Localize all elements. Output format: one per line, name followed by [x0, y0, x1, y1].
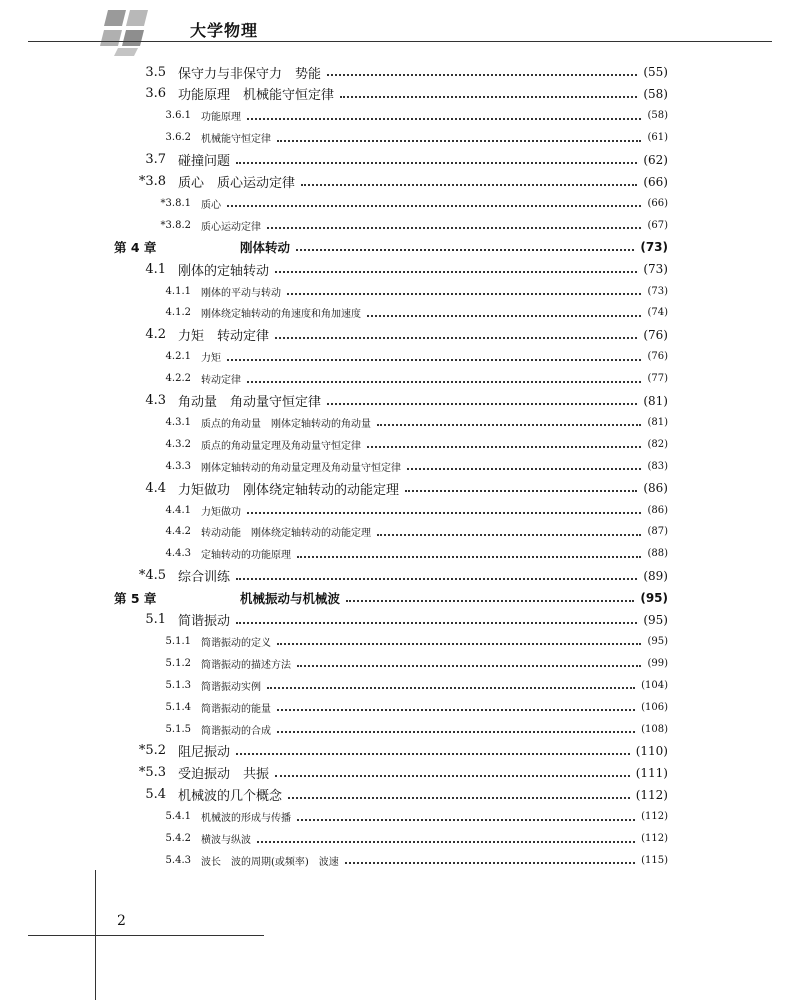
book-logo-icon: [98, 6, 182, 56]
toc-entry[interactable]: [0, 478, 800, 498]
toc-entry-page: (112): [641, 811, 668, 823]
toc-entry-page: (58): [647, 110, 668, 122]
toc-entry-number: 5.1.2: [165, 657, 191, 669]
toc-entry[interactable]: [0, 84, 800, 104]
toc-entry[interactable]: [0, 785, 800, 805]
toc-entry[interactable]: [0, 128, 800, 148]
toc-entry[interactable]: [0, 741, 800, 761]
toc-entry[interactable]: [0, 259, 800, 279]
dot-leader: [287, 293, 641, 295]
toc-entry-number: 4.1: [145, 261, 166, 277]
toc-entry-page: (62): [643, 152, 668, 167]
toc-entry-number: 第 4 章: [114, 240, 157, 256]
dot-leader: [327, 403, 637, 405]
dot-leader: [277, 643, 641, 645]
toc-entry-page: (73): [640, 240, 668, 255]
header-rule: [28, 41, 772, 42]
footer-rule: [28, 935, 264, 936]
toc-entry-page: (83): [647, 460, 668, 472]
dot-leader: [407, 468, 641, 470]
toc-entry-title: 质点的角动量定理及角动量守恒定律: [201, 440, 361, 452]
dot-leader: [275, 271, 637, 273]
dot-leader: [297, 819, 635, 821]
toc-entry-number: 5.1.3: [165, 679, 191, 691]
toc-entry-page: (86): [643, 481, 668, 496]
toc-entry-number: 3.6.2: [165, 132, 191, 144]
dot-leader: [236, 162, 637, 164]
dot-leader: [267, 227, 641, 229]
page-number: 2: [117, 913, 126, 929]
toc-entry[interactable]: [0, 653, 800, 673]
toc-entry-title: 刚体的定轴转动: [178, 263, 270, 279]
toc-entry-title: 力矩 转动定律: [178, 329, 270, 345]
toc-entry-page: (76): [647, 351, 668, 363]
header-title: 大学物理: [190, 21, 259, 40]
toc-entry-page: (73): [643, 262, 668, 277]
toc-entry-number: 4.4.1: [165, 504, 191, 516]
toc-entry-title: 力矩: [201, 353, 221, 365]
toc-entry-title: 机械波的几个概念: [178, 789, 283, 805]
toc-entry-page: (112): [635, 787, 668, 802]
dot-leader: [277, 709, 635, 711]
toc-entry-title: 简谐振动的能量: [201, 703, 271, 715]
dot-leader: [277, 731, 635, 733]
toc-entry-page: (55): [643, 65, 668, 79]
toc-entry-title: 刚体转动: [240, 240, 291, 256]
toc-entry[interactable]: [0, 215, 800, 235]
toc-entry-number: 5.4.3: [165, 854, 191, 866]
toc-entry[interactable]: [0, 172, 800, 192]
toc-entry[interactable]: [0, 829, 800, 849]
toc-entry-title: 刚体定轴转动的角动量定理及角动量守恒定律: [201, 462, 401, 474]
dot-leader: [367, 446, 641, 448]
toc-entry-number: 4.3: [145, 393, 166, 408]
toc-entry-number: *4.5: [138, 568, 166, 584]
toc-entry-number: 4.4.2: [165, 526, 191, 538]
toc-entry[interactable]: [0, 434, 800, 454]
toc-entry-page: (110): [635, 743, 668, 758]
toc-entry-page: (87): [647, 526, 668, 538]
toc-entry-number: 4.4.3: [165, 548, 191, 560]
toc-entry-number: 第 5 章: [114, 590, 157, 606]
toc-entry-page: (81): [643, 393, 668, 408]
toc-entry-page: (82): [647, 438, 668, 450]
dot-leader: [236, 753, 630, 755]
dot-leader: [275, 775, 630, 777]
toc-entry[interactable]: [0, 150, 800, 170]
toc-entry-number: 5.1.1: [165, 635, 191, 647]
toc-entry-title: 简谐振动的描述方法: [201, 659, 291, 671]
dot-leader: [297, 556, 641, 558]
toc-entry[interactable]: [0, 588, 800, 608]
dot-leader: [377, 534, 641, 536]
toc-entry-number: 4.3.3: [165, 460, 191, 472]
toc-entry-page: (88): [647, 548, 668, 560]
toc-entry-title: 机械能守恒定律: [201, 134, 271, 146]
toc-entry-page: (77): [647, 373, 668, 385]
toc-entry-number: *5.3: [138, 765, 166, 781]
toc-entry-title: 转动定律: [201, 375, 241, 387]
toc-entry-title: 保守力与非保守力 势能: [178, 66, 322, 82]
dot-leader: [301, 184, 637, 186]
toc-entry[interactable]: [0, 610, 800, 630]
toc-entry-title: 机械波的形成与传播: [201, 813, 291, 825]
toc-entry-title: 力矩做功: [201, 506, 241, 518]
toc-entry-title: 简谐振动的合成: [201, 725, 271, 737]
toc-entry-title: 刚体绕定轴转动的角速度和角加速度: [201, 309, 361, 321]
toc-entry-page: (115): [641, 854, 668, 866]
toc-entry-number: 4.1.2: [165, 307, 191, 319]
dot-leader: [405, 490, 637, 492]
toc-entry-page: (73): [647, 285, 668, 297]
dot-leader: [267, 687, 635, 689]
toc-entry-page: (76): [643, 327, 668, 342]
toc-entry-title: 力矩做功 刚体绕定轴转动的动能定理: [178, 482, 400, 498]
dot-leader: [340, 96, 637, 98]
toc-entry[interactable]: [0, 850, 800, 870]
toc-entry-number: 4.1.1: [165, 285, 191, 297]
toc-entry-title: 角动量 角动量守恒定律: [178, 395, 322, 410]
toc-entry-title: 受迫振动 共振: [178, 767, 270, 783]
toc-entry-number: 3.7: [145, 152, 166, 168]
dot-leader: [247, 118, 641, 120]
toc-entry-number: 4.2.2: [165, 373, 191, 385]
toc-entry[interactable]: [0, 412, 800, 432]
toc-entry[interactable]: [0, 62, 800, 82]
toc-entry-title: 碰撞问题: [178, 154, 231, 170]
toc-entry-title: 质心 质心运动定律: [178, 176, 296, 191]
toc-entry[interactable]: [0, 566, 800, 586]
toc-entry-title: 波长 波的周期(或频率) 波速: [201, 856, 339, 868]
toc-entry-number: *3.8: [138, 174, 166, 189]
toc-entry[interactable]: [0, 193, 800, 213]
toc-entry-page: (95): [640, 590, 668, 605]
toc-entry-page: (66): [643, 174, 668, 189]
dot-leader: [296, 249, 634, 251]
toc-entry[interactable]: [0, 763, 800, 783]
dot-leader: [297, 665, 641, 667]
toc-entry-number: 5.1.5: [165, 723, 191, 735]
dot-leader: [345, 862, 635, 864]
toc-entry[interactable]: [0, 303, 800, 323]
toc-entry-number: 3.6: [145, 86, 166, 102]
dot-leader: [275, 337, 637, 339]
toc-entry[interactable]: [0, 391, 800, 411]
toc-entry-number: 4.3.1: [165, 416, 191, 428]
toc-entry-page: (67): [647, 219, 668, 231]
toc-entry[interactable]: [0, 106, 800, 126]
toc-entry-number: 3.6.1: [165, 110, 191, 122]
toc-entry-number: 4.2: [145, 327, 166, 343]
dot-leader: [257, 841, 635, 843]
toc-entry-title: 横波与纵波: [201, 835, 251, 846]
toc-entry[interactable]: [0, 522, 800, 542]
dot-leader: [247, 512, 641, 514]
toc-entry[interactable]: [0, 237, 800, 257]
dot-leader: [236, 622, 637, 624]
toc-entry[interactable]: [0, 347, 800, 367]
toc-entry-page: (66): [647, 197, 668, 209]
toc-entry-number: 5.1: [145, 612, 166, 627]
toc-entry-page: (89): [643, 568, 668, 583]
toc-entry-page: (95): [643, 612, 668, 627]
toc-entry-title: 阻尼振动: [178, 745, 231, 761]
dot-leader: [236, 578, 637, 580]
dot-leader: [327, 74, 637, 76]
toc-entry-page: (81): [647, 416, 668, 428]
toc-entry[interactable]: [0, 675, 800, 695]
toc-entry-title: 质心: [201, 199, 221, 211]
toc-entry-number: 5.4.1: [165, 811, 191, 823]
toc-entry-title: 机械振动与机械波: [240, 590, 341, 606]
toc-entry-title: 功能原理: [201, 112, 241, 124]
toc-entry-page: (108): [641, 723, 668, 735]
toc-entry[interactable]: [0, 697, 800, 717]
toc-entry-page: (106): [641, 701, 668, 713]
toc-entry-number: 5.4.2: [165, 833, 191, 844]
dot-leader: [288, 797, 630, 799]
toc-entry-page: (111): [635, 765, 668, 780]
toc-entry-title: 定轴转动的功能原理: [201, 550, 291, 562]
toc-entry[interactable]: [0, 719, 800, 739]
toc-entry-number: 4.2.1: [165, 351, 191, 363]
toc-entry-number: 4.3.2: [165, 438, 191, 450]
toc-entry-number: *3.8.1: [160, 197, 191, 209]
toc-entry-page: (95): [647, 635, 668, 647]
toc-entry-title: 转动动能 刚体绕定轴转动的动能定理: [201, 528, 371, 540]
toc-entry[interactable]: [0, 281, 800, 301]
toc-entry-title: 质心运动定律: [201, 221, 261, 233]
toc-entry-title: 功能原理 机械能守恒定律: [178, 88, 335, 104]
dot-leader: [227, 205, 641, 207]
toc-entry-number: 5.4: [145, 787, 166, 803]
toc-entry-number: *3.8.2: [160, 219, 191, 231]
toc-entry-title: 刚体的平动与转动: [201, 287, 281, 299]
dot-leader: [277, 140, 641, 142]
toc-entry[interactable]: [0, 500, 800, 520]
toc-entry-title: 综合训练: [178, 570, 231, 586]
dot-leader: [247, 381, 641, 383]
toc-entry[interactable]: [0, 544, 800, 564]
toc-entry-page: (99): [647, 657, 668, 669]
toc-entry-title: 简谐振动实例: [201, 681, 261, 693]
toc-entry-page: (58): [643, 86, 668, 101]
dot-leader: [377, 424, 641, 426]
toc-entry[interactable]: [0, 369, 800, 389]
toc-entry-title: 简谐振动的定义: [201, 637, 271, 649]
toc-entry-number: 3.5: [145, 64, 166, 80]
toc-entry-page: (104): [641, 679, 668, 691]
toc-entry-number: *5.2: [138, 743, 166, 759]
toc-entry-number: 5.1.4: [165, 701, 191, 713]
toc-entry-page: (112): [641, 833, 668, 844]
toc-entry[interactable]: [0, 807, 800, 827]
toc-entry[interactable]: [0, 325, 800, 345]
toc-entry-title: 质点的角动量 刚体定轴转动的角动量: [201, 418, 371, 430]
toc-entry-title: 简谐振动: [178, 614, 231, 629]
toc-entry-number: 4.4: [145, 480, 166, 496]
dot-leader: [227, 359, 641, 361]
toc-entry[interactable]: [0, 456, 800, 476]
dot-leader: [346, 600, 634, 602]
toc-entry-page: (74): [647, 307, 668, 319]
toc-entry-page: (86): [647, 504, 668, 516]
toc-entry[interactable]: [0, 631, 800, 651]
toc-entry-page: (61): [647, 132, 668, 144]
dot-leader: [367, 315, 641, 317]
